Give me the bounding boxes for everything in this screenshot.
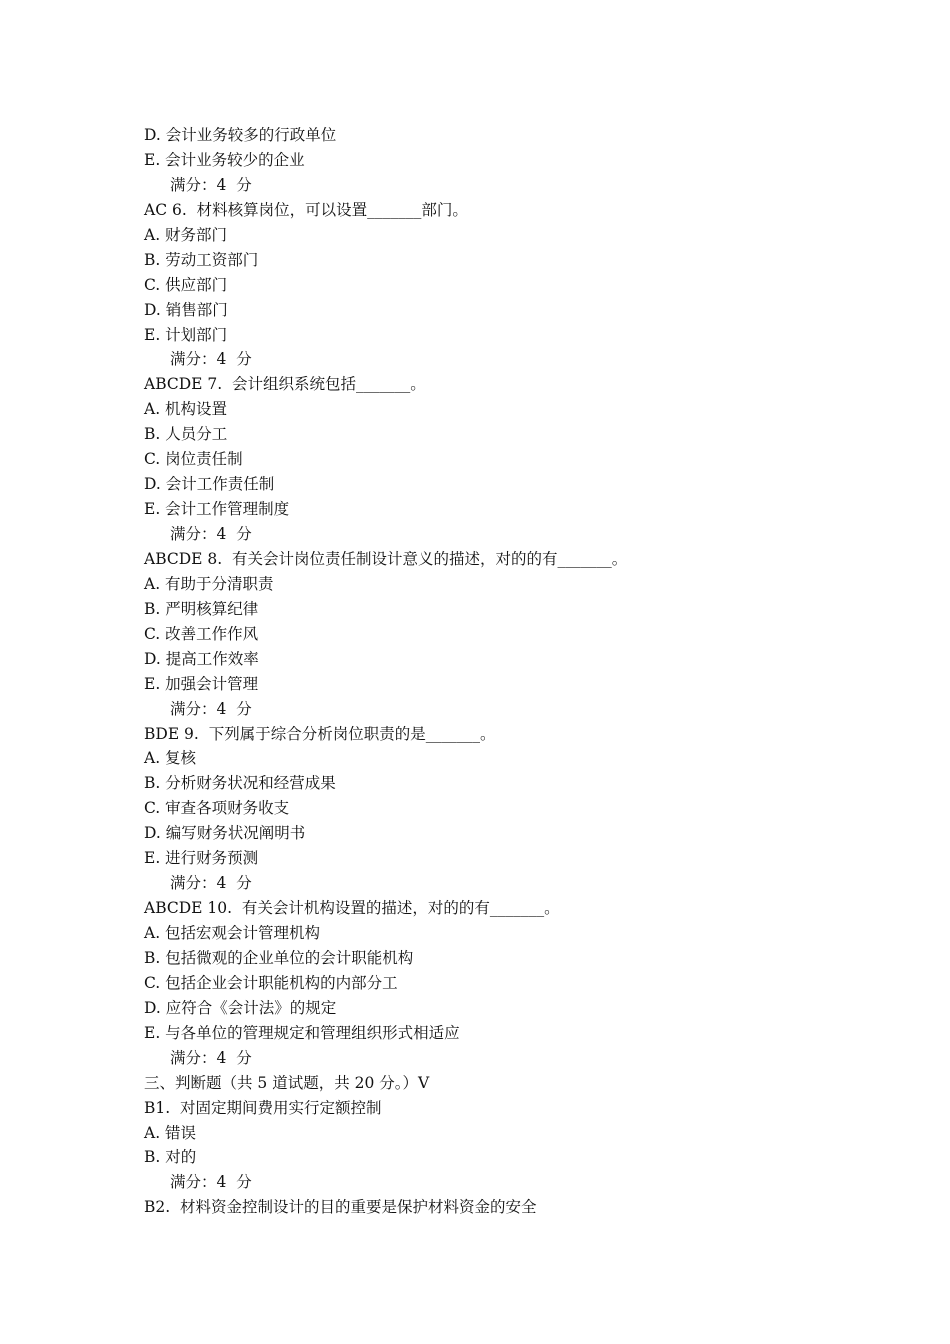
option-line: C. 岗位责任制: [144, 450, 243, 469]
question-line: ABCDE 8. 有关会计岗位责任制设计意义的描述，对的的有_______。: [144, 549, 628, 568]
score-line: 满分：4 分: [170, 525, 252, 543]
score-line: 满分：4 分: [170, 874, 252, 893]
option-line: B. 分析财务状况和经营成果: [144, 774, 336, 793]
option-line: A. 包括宏观会计管理机构: [144, 924, 321, 942]
option-line: C. 改善工作作风: [144, 624, 259, 643]
option-line: E. 计划部门: [144, 325, 228, 344]
option-line: B. 劳动工资部门: [144, 250, 259, 269]
option-line: E. 与各单位的管理规定和管理组织形式相适应: [144, 1023, 460, 1042]
option-line: A. 财务部门: [144, 225, 228, 244]
option-line: B. 对的: [144, 1148, 197, 1167]
question-line: B2. 材料资金控制设计的目的重要是保护材料资金的安全: [144, 1198, 537, 1217]
question-line: BDE 9. 下列属于综合分析岗位职责的是_______。: [144, 724, 496, 743]
section-heading: 三、判断题（共 5 道试题，共 20 分。）V: [144, 1073, 430, 1092]
score-line: 满分：4 分: [170, 1173, 252, 1192]
option-line: A. 错误: [144, 1123, 197, 1142]
option-line: A. 复核: [144, 749, 197, 768]
option-line: C. 审查各项财务收支: [144, 799, 290, 818]
option-line: D. 会计工作责任制: [144, 475, 275, 494]
option-line: E. 会计业务较少的企业: [144, 150, 305, 169]
option-line: D. 销售部门: [144, 300, 228, 319]
option-line: A. 机构设置: [144, 400, 228, 419]
score-line: 满分：4 分: [170, 1048, 252, 1067]
question-line: AC 6. 材料核算岗位，可以设置_______部门。: [144, 200, 468, 219]
option-line: D. 应符合《会计法》的规定: [144, 998, 337, 1017]
option-line: B. 包括微观的企业单位的会计职能机构: [144, 948, 414, 967]
option-line: D. 会计业务较多的行政单位: [144, 126, 337, 144]
option-line: B. 人员分工: [144, 425, 228, 444]
score-line: 满分：4 分: [170, 175, 252, 194]
option-line: C. 供应部门: [144, 275, 228, 294]
question-line: ABCDE 10. 有关会计机构设置的描述，对的的有_______。: [144, 899, 560, 918]
option-line: A. 有助于分清职责: [144, 574, 274, 593]
document-page: [144, 123, 844, 1220]
option-line: D. 编写财务状况阐明书: [144, 824, 306, 843]
option-line: E. 加强会计管理: [144, 674, 259, 693]
question-line: B1. 对固定期间费用实行定额控制: [144, 1098, 382, 1117]
option-line: C. 包括企业会计职能机构的内部分工: [144, 973, 398, 992]
option-line: E. 进行财务预测: [144, 849, 259, 868]
question-line: ABCDE 7. 会计组织系统包括_______。: [144, 375, 426, 394]
option-line: D. 提高工作效率: [144, 649, 259, 668]
option-line: E. 会计工作管理制度: [144, 500, 290, 519]
score-line: 满分：4 分: [170, 350, 252, 369]
option-line: B. 严明核算纪律: [144, 599, 259, 618]
score-line: 满分：4 分: [170, 699, 252, 718]
